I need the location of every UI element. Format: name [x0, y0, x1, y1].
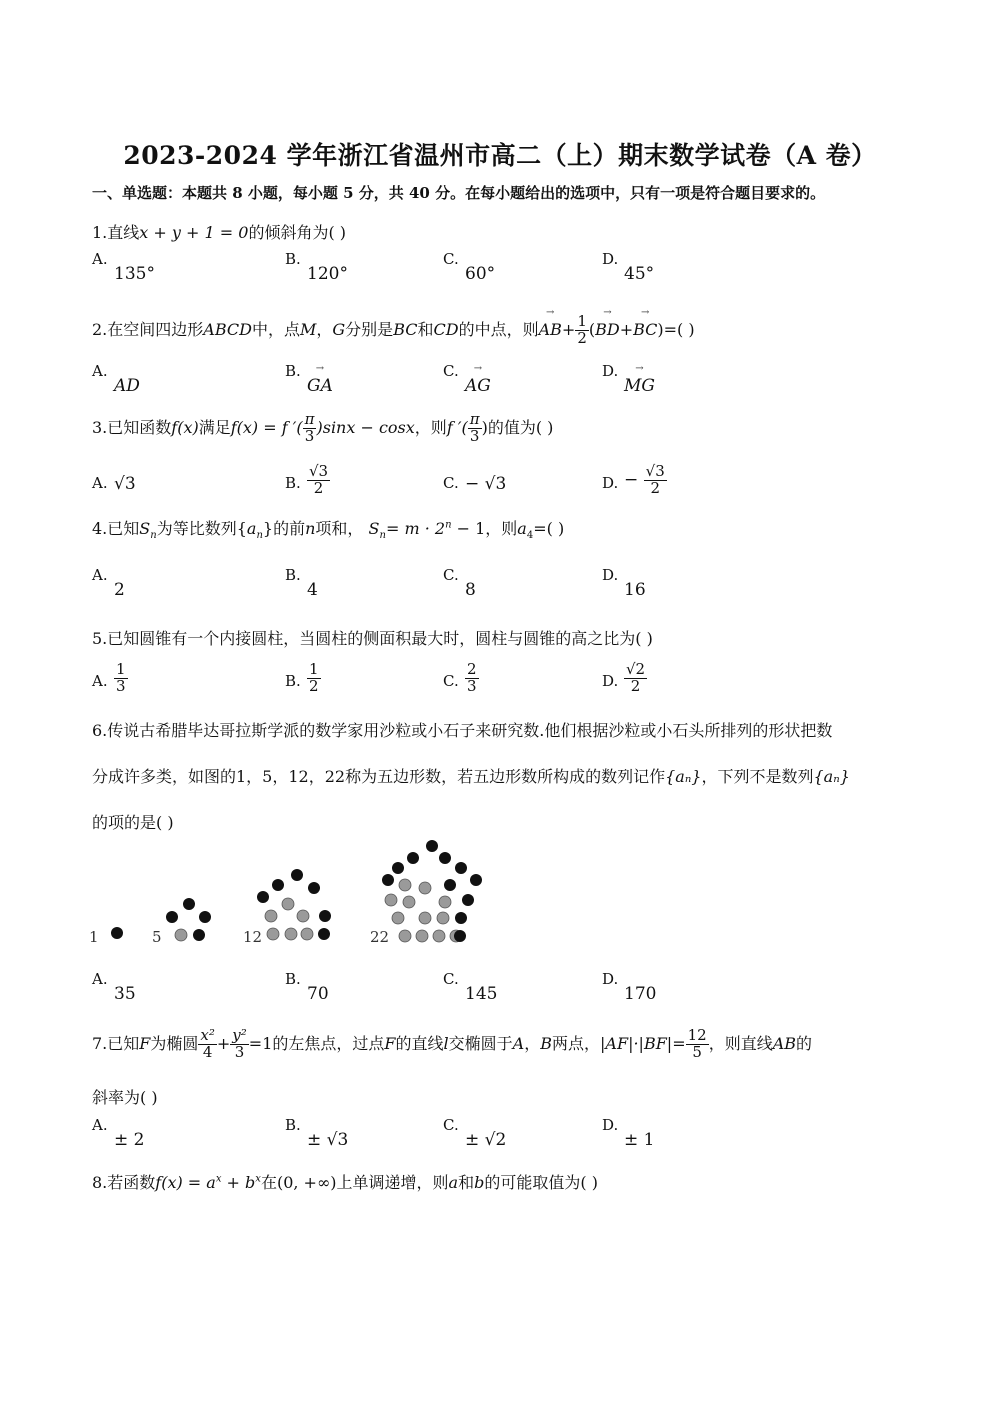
q8-suffix: 的可能取值为( )	[484, 1173, 598, 1192]
q7-point-a: A	[512, 1033, 525, 1053]
option-letter: B.	[285, 672, 301, 690]
q4-options	[92, 566, 712, 606]
q4-an: a	[246, 519, 257, 538]
dot	[403, 896, 415, 908]
q3-suffix: 的值为( )	[487, 417, 554, 437]
option-letter: A.	[92, 1116, 108, 1134]
dot	[455, 862, 467, 874]
q4-a4-sub: 4	[526, 530, 534, 542]
q3-ask: f ′(	[446, 417, 468, 437]
frac-den: 2	[650, 478, 660, 497]
dot	[399, 879, 411, 891]
q2-text: 的中点，则	[458, 319, 539, 339]
frac-den: 2	[309, 676, 319, 695]
dot	[265, 910, 277, 922]
q7-line-ab: AB	[772, 1033, 797, 1053]
option-letter: B.	[285, 250, 301, 268]
figure-label-12: 12	[243, 928, 263, 946]
dot	[318, 928, 330, 940]
option-value	[465, 662, 479, 695]
option-value	[307, 464, 330, 497]
dot	[419, 912, 431, 924]
pentagonal-dots-svg	[85, 830, 525, 955]
q7-x-frac	[198, 1028, 216, 1061]
q7-point-b: B	[540, 1033, 553, 1053]
q2-shape: ABCD	[203, 319, 252, 339]
option-letter: D.	[602, 970, 619, 988]
frac-num: x²	[200, 1026, 215, 1044]
q2-edge-cd: CD	[433, 319, 459, 339]
q4-eq-sup: n	[445, 519, 452, 531]
dot	[426, 840, 438, 852]
dot	[301, 928, 313, 940]
option-letter: B.	[285, 970, 301, 988]
q4-sn: S	[368, 519, 380, 538]
question-7-line-2: 斜率为( )	[92, 1088, 158, 1107]
q3-eq-left: f(x) = f ′(	[230, 417, 303, 437]
option-letter: B.	[285, 1116, 301, 1134]
question-8	[92, 1170, 598, 1193]
q2-text: 和	[417, 319, 434, 339]
dot	[419, 882, 431, 894]
dot	[392, 912, 404, 924]
q7-text: 两点，	[552, 1033, 601, 1053]
q2-plus: +	[619, 319, 634, 339]
frac-num: 1	[577, 312, 587, 330]
q4-text: 的前	[273, 519, 306, 538]
q1-prefix: 1.直线	[92, 223, 140, 242]
frac-num: 2	[467, 660, 477, 678]
frac-den: 3	[467, 676, 477, 695]
q4-brace: {	[236, 519, 247, 538]
q1-math: x + y + 1 = 0	[139, 223, 249, 242]
q7-options	[92, 1116, 712, 1156]
option-value: AD	[114, 376, 140, 396]
option-value: 4	[307, 580, 318, 600]
q7-y-frac	[230, 1028, 249, 1061]
q7-line: l	[443, 1033, 449, 1053]
q6-sequence: {aₙ}	[813, 767, 850, 786]
q5-options	[92, 660, 712, 700]
option-letter: C.	[443, 970, 459, 988]
q2-plus: +	[561, 319, 576, 339]
frac-den: 3	[116, 676, 126, 695]
q4-text: 为等比数列	[156, 519, 237, 538]
dot	[454, 930, 466, 942]
dot	[282, 898, 294, 910]
dot	[285, 928, 297, 940]
q8-sup: x	[255, 1173, 261, 1185]
q4-sn-sub: n	[150, 530, 157, 542]
q4-eq-tail: − 1	[451, 519, 486, 538]
question-5: 5.已知圆锥有一个内接圆柱，当圆柱的侧面积最大时，圆柱与圆锥的高之比为( )	[92, 629, 653, 648]
q7-abs-product: |AF|·|BF|=	[600, 1033, 686, 1053]
q2-paren: (	[588, 319, 596, 339]
q2-point-g: G	[332, 319, 346, 339]
dot	[166, 911, 178, 923]
q8-text: 8.若函数	[92, 1173, 156, 1192]
q4-a: a	[517, 519, 527, 538]
option-letter: D.	[602, 362, 619, 380]
q7-text: ，则直线	[708, 1033, 773, 1053]
q3-options	[92, 462, 712, 502]
q7-focus: F	[139, 1033, 151, 1053]
option-letter: A.	[92, 970, 108, 988]
q4-sn-sub: n	[379, 530, 386, 542]
question-3	[92, 412, 553, 445]
pentagonal-numbers-figure	[85, 830, 525, 955]
option-value: ± 2	[114, 1130, 145, 1150]
q2-half	[575, 314, 589, 347]
option-value	[624, 464, 667, 497]
option-letter: C.	[443, 250, 459, 268]
option-letter: D.	[602, 1116, 619, 1134]
option-value: 60°	[465, 264, 496, 284]
option-letter: C.	[443, 672, 459, 690]
dot	[455, 912, 467, 924]
dot	[437, 912, 449, 924]
q7-text: 的	[796, 1033, 813, 1053]
option-letter: C.	[443, 362, 459, 380]
option-value	[114, 662, 128, 695]
dot	[272, 879, 284, 891]
dot	[308, 882, 320, 894]
page-title: 2023-2024 学年浙江省温州市高二（上）期末数学试卷（A 卷）	[123, 141, 877, 170]
frac-den: 3	[304, 426, 315, 445]
q7-text: 的直线	[395, 1033, 444, 1053]
q2-options	[92, 362, 712, 402]
q4-suffix: =( )	[533, 519, 565, 538]
q2-vector-ab: → AB	[539, 320, 562, 339]
dot	[439, 896, 451, 908]
option-value: √3	[114, 474, 136, 494]
q2-suffix: )=( )	[657, 319, 695, 339]
q4-text: 4.已知	[92, 519, 140, 538]
q4-eq: = m · 2	[385, 519, 446, 538]
q7-text: 交椭圆于	[448, 1033, 513, 1053]
q7-text: ，	[524, 1033, 541, 1053]
dot	[111, 927, 123, 939]
q2-text: 2.在空间四边形	[92, 319, 204, 339]
question-2	[92, 314, 695, 347]
option-value: − √3	[465, 474, 507, 494]
option-letter: D.	[602, 474, 619, 492]
frac-num: 1	[309, 660, 319, 678]
option-value: 35	[114, 984, 136, 1004]
option-letter: B.	[285, 566, 301, 584]
q6-sequence: {aₙ}	[665, 767, 702, 786]
dot	[291, 869, 303, 881]
q8-text: 上单调递增，则	[336, 1173, 449, 1192]
frac-den: 3	[469, 426, 480, 445]
q4-brace: }	[262, 519, 274, 538]
q8-text: 和	[458, 1173, 475, 1192]
dot	[444, 879, 456, 891]
option-letter: A.	[92, 672, 108, 690]
q4-text: 项和，	[315, 519, 364, 538]
option-letter: C.	[443, 566, 459, 584]
figure-label-5: 5	[152, 928, 162, 946]
question-7	[92, 1028, 812, 1061]
q2-vector-bd: → BD	[595, 320, 620, 339]
q3-text: ，则	[414, 417, 447, 437]
dot	[470, 874, 482, 886]
option-value: ± √2	[465, 1130, 507, 1150]
section-header: 一、单选题：本题共 8 小题，每小题 5 分，共 40 分。在每小题给出的选项中，只有一项是符合题目要求的。	[92, 184, 826, 202]
option-value: 170	[624, 984, 657, 1004]
option-value: 45°	[624, 264, 655, 284]
question-6-line-1: 6.传说古希腊毕达哥拉斯学派的数学家用沙粒或小石子来研究数.他们根据沙粒或小石头所排列的形状把数	[92, 721, 833, 740]
q8-b: b	[474, 1173, 485, 1192]
dot	[175, 929, 187, 941]
q1-options	[92, 250, 712, 290]
q6-options	[92, 970, 712, 1010]
option-value: 135°	[114, 264, 155, 284]
dot	[385, 894, 397, 906]
dot	[183, 898, 195, 910]
dot	[399, 930, 411, 942]
option-value	[307, 662, 321, 695]
q6-text: 分成许多类，如图的1，5，12，22称为五边形数，若五边形数所构成的数列记作	[92, 767, 666, 786]
q4-an-sub: n	[256, 530, 263, 542]
q3-eq-right: )sinx − cosx	[316, 417, 415, 437]
q7-plus: +	[216, 1033, 231, 1053]
option-value: → GA	[307, 376, 333, 396]
option-value: 2	[114, 580, 125, 600]
question-6-line-3: 的项的是( )	[92, 813, 174, 832]
option-value: 70	[307, 984, 329, 1004]
option-letter: A.	[92, 250, 108, 268]
option-letter: D.	[602, 672, 619, 690]
q8-interval: (0, +∞)	[276, 1173, 337, 1192]
option-letter: A.	[92, 566, 108, 584]
frac-den: 2	[313, 478, 324, 497]
q3-text: 3.已知函数	[92, 417, 172, 437]
frac-num: √2	[626, 660, 646, 678]
q4-sn: S	[139, 519, 151, 538]
question-1	[92, 220, 346, 243]
q4-text: ，则	[485, 519, 518, 538]
q8-func: + b	[221, 1173, 256, 1192]
dot	[433, 930, 445, 942]
option-letter: D.	[602, 250, 619, 268]
option-value: 16	[624, 580, 646, 600]
option-value	[624, 662, 647, 695]
dot	[382, 874, 394, 886]
option-letter: A.	[92, 362, 108, 380]
q2-text: 分别是	[345, 319, 394, 339]
dot	[407, 852, 419, 864]
option-value: 120°	[307, 264, 348, 284]
q7-ratio-frac	[686, 1028, 709, 1061]
frac-den: 2	[577, 328, 587, 347]
q7-eq: =1	[248, 1033, 273, 1053]
frac-num: π	[304, 410, 315, 428]
dot	[439, 852, 451, 864]
q7-text: 的左焦点，过点	[272, 1033, 385, 1053]
q8-text: 在	[260, 1173, 277, 1192]
frac-num: 12	[687, 1026, 707, 1044]
option-letter: C.	[443, 1116, 459, 1134]
option-letter: D.	[602, 566, 619, 584]
q4-n: n	[305, 519, 316, 538]
q8-func: f(x) = a	[155, 1173, 216, 1192]
dot	[416, 930, 428, 942]
q8-sup: x	[215, 1173, 222, 1185]
option-letter: B.	[285, 474, 301, 492]
option-value: ± √3	[307, 1130, 349, 1150]
option-letter: B.	[285, 362, 301, 380]
dot	[462, 894, 474, 906]
q3-text: 满足	[198, 417, 231, 437]
q2-edge-bc: BC	[393, 319, 418, 339]
dot	[267, 928, 279, 940]
option-value: → AG	[465, 376, 491, 396]
question-4	[92, 516, 564, 541]
q2-text: 中，点	[251, 319, 300, 339]
frac-den: 4	[202, 1042, 213, 1061]
frac-num: √3	[309, 462, 329, 480]
q2-point-m: M	[299, 319, 317, 339]
frac-num: √3	[645, 462, 665, 480]
option-letter: A.	[92, 474, 108, 492]
frac-den: 5	[692, 1042, 702, 1061]
q3-func: f(x)	[171, 417, 199, 437]
q7-focus: F	[384, 1033, 396, 1053]
option-value: → MG	[624, 376, 655, 396]
frac-den: 3	[234, 1042, 245, 1061]
frac-num: y²	[232, 1026, 247, 1044]
q6-text: ，下列不是数列	[701, 767, 814, 786]
figure-label-22: 22	[370, 928, 390, 946]
q2-text: ，	[316, 319, 333, 339]
option-value: 8	[465, 580, 476, 600]
option-value: ± 1	[624, 1130, 655, 1150]
q8-a: a	[448, 1173, 459, 1192]
q3-ask: )	[481, 417, 488, 437]
dot	[319, 910, 331, 922]
q7-text: 为椭圆	[150, 1033, 199, 1053]
dot	[392, 862, 404, 874]
q1-suffix: 的倾斜角为( )	[248, 223, 347, 242]
figure-label-1: 1	[89, 928, 99, 946]
dot	[297, 910, 309, 922]
question-6-line-2	[92, 764, 850, 787]
frac-den: 2	[630, 676, 641, 695]
option-letter: C.	[443, 474, 459, 492]
q2-vector-bc: → BC	[633, 320, 657, 339]
q7-text: 7.已知	[92, 1033, 140, 1053]
q3-pi-frac	[303, 412, 317, 445]
q3-pi-frac	[468, 412, 482, 445]
option-value: 145	[465, 984, 498, 1004]
dot	[193, 929, 205, 941]
frac-num: 1	[116, 660, 126, 678]
frac-num: π	[469, 410, 480, 428]
minus-sign: −	[624, 469, 639, 490]
dot	[199, 911, 211, 923]
dot	[257, 891, 269, 903]
